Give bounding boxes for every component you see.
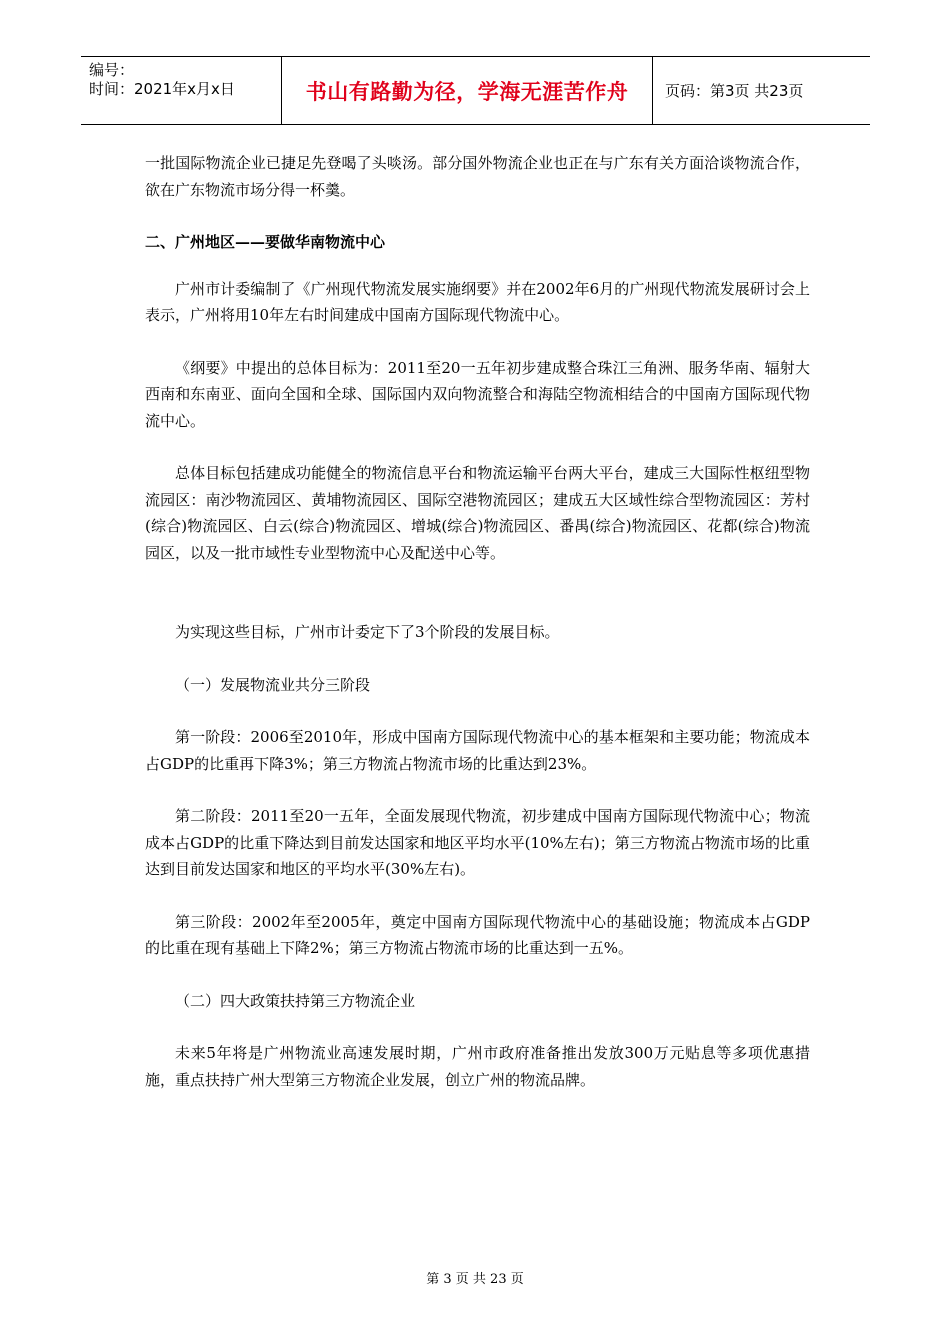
paragraph: 第三阶段：2002年至2005年，奠定中国南方国际现代物流中心的基础设施；物流成本占GDP的比重在现有基础上下降2%；第三方物流占物流市场的比重达到一五%。 bbox=[145, 912, 810, 957]
serial-number-label: 编号： bbox=[89, 61, 135, 79]
paragraph: 广州市计委编制了《广州现代物流发展实施纲要》并在2002年6月的广州现代物流发展研讨会上表示，广州将用10年左右时间建成中国南方国际现代物流中心。 bbox=[145, 279, 810, 324]
paragraph: 第二阶段：2011至20一五年，全面发展现代物流，初步建成中国南方国际现代物流中心；物流成本占GDP的比重下降达到目前发达国家和地区平均水平(10%左右)；第三方物流占物流市场的比重达到目前发达国家和地区的平均水平(30%左右)。 bbox=[145, 807, 810, 878]
page-footer: 第 3 页 共 23 页 bbox=[426, 1272, 524, 1287]
header-page-number: 页码：第3页 共23页 bbox=[665, 82, 804, 100]
subsection-heading: （一）发展物流业共分三阶段 bbox=[175, 675, 371, 694]
paragraph: 第一阶段：2006至2010年，形成中国南方国际现代物流中心的基本框架和主要功能；物流成本占GDP的比重再下降3%；第三方物流占物流市场的比重达到23%。 bbox=[145, 728, 810, 773]
paragraph: 为实现这些目标，广州市计委定下了3个阶段的发展目标。 bbox=[175, 623, 560, 641]
paragraph: 一批国际物流企业已捷足先登喝了头啖汤。部分国外物流企业也正在与广东有关方面洽谈物流合作，欲在广东物流市场分得一杯羹。 bbox=[145, 154, 810, 199]
header-motto: 书山有路勤为径，学海无涯苦作舟 bbox=[282, 57, 653, 124]
time-label: 时间：2021年x月x日 bbox=[89, 80, 235, 98]
subsection-heading: （二）四大政策扶持第三方物流企业 bbox=[175, 991, 416, 1010]
paragraph: 《纲要》中提出的总体目标为：2011至20一五年初步建成整合珠江三角洲、服务华南、辐射大西南和东南亚、面向全国和全球、国际国内双向物流整合和海陆空物流相结合的中国南方国际现代物流中心。 bbox=[145, 358, 810, 430]
document-body bbox=[145, 150, 810, 1093]
document-header bbox=[81, 56, 870, 125]
paragraph: 总体目标包括建成功能健全的物流信息平台和物流运输平台两大平台，建成三大国际性枢纽型物流园区：南沙物流园区、黄埔物流园区、国际空港物流园区；建成五大区域性综合型物流园区：芳村(综合)物流园区、白云(综合)物流园区、增城(综合)物流园区、番禺(综合)物流园区、花都(综合)物流园区，以及一批市域性专业型物流中心及配送中心等。 bbox=[145, 464, 810, 562]
section-heading: 二、广州地区——要做华南物流中心 bbox=[145, 233, 386, 251]
paragraph: 未来5年将是广州物流业高速发展时期，广州市政府准备推出发放300万元贴息等多项优惠措施，重点扶持广州大型第三方物流企业发展，创立广州的物流品牌。 bbox=[145, 1044, 810, 1089]
header-meta-cell bbox=[81, 57, 282, 124]
